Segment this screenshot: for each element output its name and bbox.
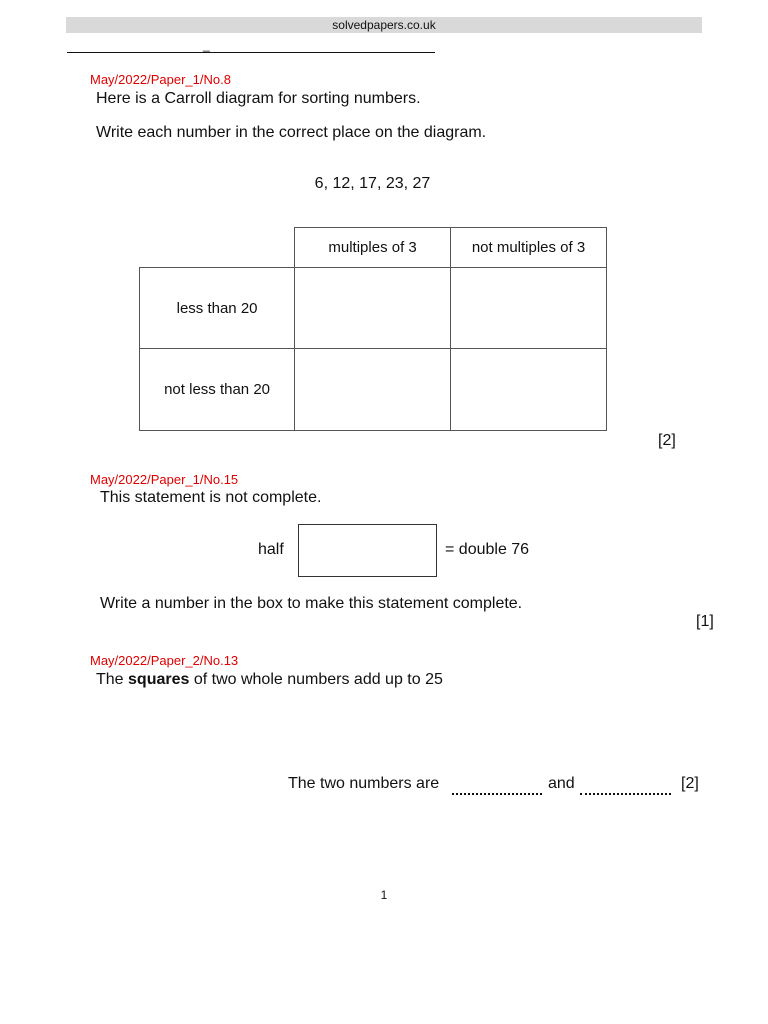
carroll-corner	[140, 228, 295, 268]
q3-statement-post: of two whole numbers add up to 25	[189, 671, 443, 688]
q3-answer-blank-2[interactable]	[580, 780, 671, 795]
carroll-row-header-less-than-20: less than 20	[140, 268, 295, 349]
q3-statement-bold: squares	[128, 671, 190, 688]
q2-instruction: Write a number in the box to make this statement complete.	[100, 595, 523, 612]
q3-statement-pre: The	[96, 671, 129, 688]
q2-equals-text: = double 76	[445, 541, 530, 558]
q3-answer-and: and	[548, 775, 575, 792]
q3-answer-lead: The two numbers are	[288, 775, 440, 792]
carroll-diagram	[139, 227, 607, 431]
site-header: solvedpapers.co.uk	[66, 17, 702, 33]
page-number: 1	[380, 888, 388, 902]
q3-answer-blank-1[interactable]	[452, 780, 542, 795]
q1-marks: [2]	[658, 432, 676, 449]
q3-statement	[96, 671, 443, 689]
q1-reference: May/2022/Paper_1/No.8	[90, 72, 231, 87]
q1-instruction: Write each number in the correct place on the diagram.	[96, 124, 487, 141]
carroll-cell-answer[interactable]	[295, 349, 451, 431]
header-underscore: _	[203, 38, 210, 52]
carroll-cell-answer[interactable]	[295, 268, 451, 349]
q2-half-label: half	[258, 541, 284, 558]
q2-intro: This statement is not complete.	[100, 489, 322, 506]
q1-number-list: 6, 12, 17, 23, 27	[314, 175, 431, 192]
carroll-cell-answer[interactable]	[451, 349, 607, 431]
carroll-cell-answer[interactable]	[451, 268, 607, 349]
carroll-col-header-multiples: multiples of 3	[295, 228, 451, 268]
q2-reference: May/2022/Paper_1/No.15	[90, 472, 239, 487]
q1-intro: Here is a Carroll diagram for sorting numbers.	[96, 90, 421, 107]
q2-marks: [1]	[696, 613, 714, 630]
q3-marks: [2]	[681, 775, 699, 792]
carroll-row-header-not-less-than-20: not less than 20	[140, 349, 295, 431]
q3-reference: May/2022/Paper_2/No.13	[90, 653, 239, 668]
carroll-col-header-not-multiples: not multiples of 3	[451, 228, 607, 268]
q2-answer-box[interactable]	[298, 524, 437, 577]
name-line	[67, 52, 435, 53]
